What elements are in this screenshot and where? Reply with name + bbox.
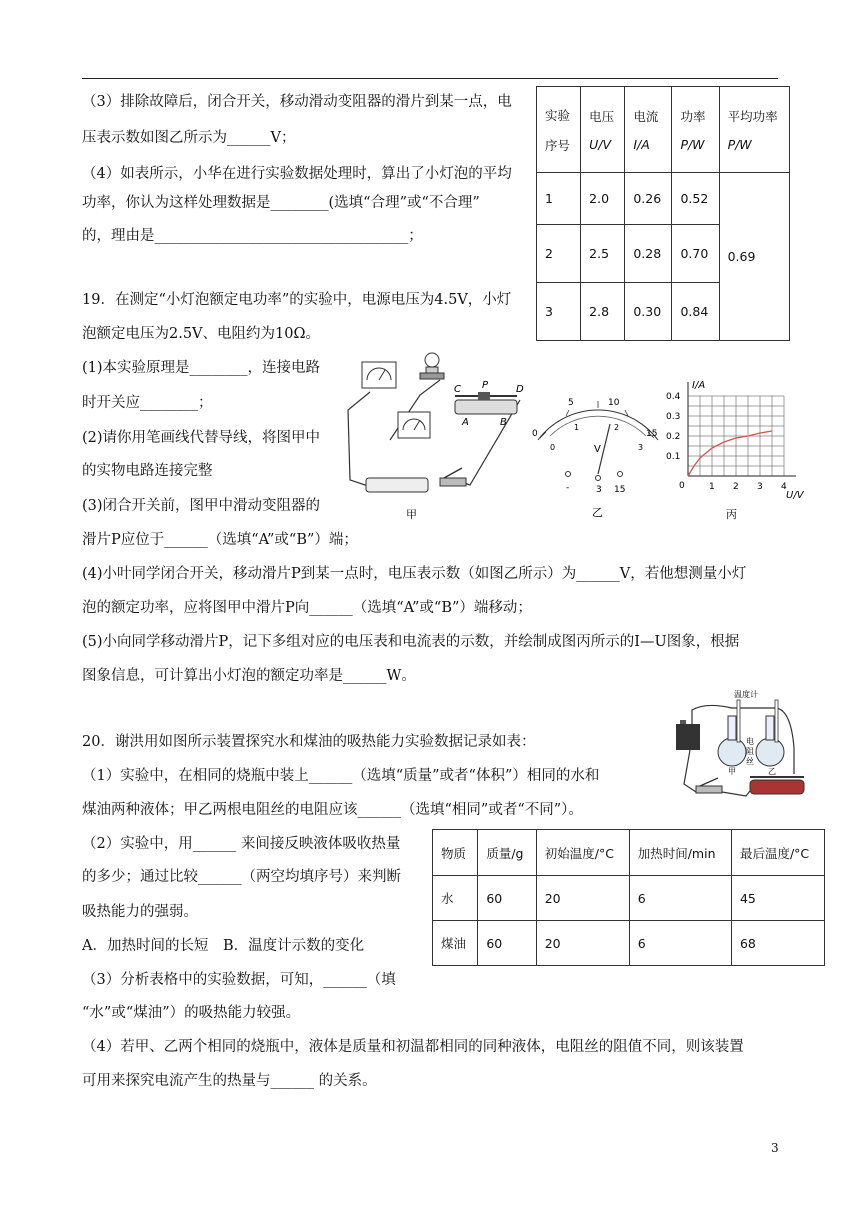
q20-line-11: 可用来探究电流产生的热量与______ 的关系。 [82, 1073, 377, 1089]
q19-line-3: (1)本实验原理是________，连接电路 [82, 360, 321, 376]
q19-line-12: 图象信息，可计算出小灯泡的额定功率是______W。 [82, 668, 416, 684]
q19-figure-jia-circuit [340, 350, 530, 522]
rheostat-label-p: P [482, 380, 489, 391]
q20-line-5: 的多少；通过比较______（两空均填序号）来判断 [82, 869, 401, 885]
y-axis-label: I/A [692, 380, 706, 391]
x-tick-label: 2 [733, 482, 739, 492]
ammeter-icon [362, 362, 396, 388]
table-cell: 2.0 [581, 173, 625, 225]
flask-label-jia: 甲 [728, 767, 736, 776]
q19-figure-bing-iu-chart [664, 372, 804, 522]
x-axis-label: U/V [786, 490, 804, 501]
dial-inner-0: 0 [550, 443, 556, 452]
q19-line-4: 时开关应________； [82, 395, 213, 411]
terminal-15: 15 [614, 485, 626, 495]
dial-tick-5: 5 [568, 398, 574, 408]
bulb-icon [420, 353, 444, 379]
q20-line-10: （4）若甲、乙两个相同的烧瓶中，液体是质量和初温都相同的同种液体，电阻丝的阻值不同，则该装置 [82, 1039, 744, 1055]
q20-line-8: （3）分析表格中的实验数据，可知，______（填 [82, 972, 396, 988]
table-cell: 45 [731, 876, 824, 921]
q18-line-5: 的，理由是___________________________________； [82, 228, 423, 244]
table-header: 加热时间/min [629, 830, 731, 876]
dial-inner-2: 2 [614, 423, 620, 432]
q20-line-2: （1）实验中，在相同的烧瓶中装上______（选填“质量”或者“体积”）相同的水和 [82, 768, 600, 784]
table-header-row [433, 830, 825, 876]
q20-data-table [432, 829, 825, 966]
dial-unit-v: V [594, 444, 601, 455]
q19-line-6: 的实物电路连接完整 [82, 463, 213, 479]
q19-line-1: 19．在测定“小灯泡额定电功率”的实验中，电源电压为4.5V，小灯 [82, 292, 512, 308]
resistor-label-3: 丝 [746, 757, 754, 766]
table-cell: 水 [433, 876, 478, 921]
q18-line-4: 功率，你认为这样处理数据是________(选填“合理”或“不合理” [82, 195, 480, 211]
rheostat-label-d: D [516, 384, 524, 395]
q19-line-5: (2)请你用笔画线代替导线，将图甲中 [82, 430, 321, 446]
thermometer-icon [737, 700, 740, 742]
q18-line-1: （3）排除故障后，闭合开关，移动滑动变阻器的滑片到某一点，电 [82, 94, 512, 110]
table-header: 初始温度/°C [536, 830, 629, 876]
table-cell: 60 [478, 921, 536, 966]
y-tick-label: 0.1 [666, 452, 681, 462]
table-cell: 6 [629, 876, 731, 921]
q18-line-2: 压表示数如图乙所示为______V； [82, 130, 296, 146]
q19-line-10: 泡的额定功率，应将图甲中滑片P向______（选填“A”或“B”）端移动； [82, 600, 532, 616]
table-cell: 2 [537, 225, 581, 283]
flask-jia-icon [718, 716, 746, 766]
x-tick-label: 1 [709, 482, 715, 492]
rheostat-icon [750, 777, 804, 794]
figure-label-jia: 甲 [406, 508, 417, 521]
table-cell: 68 [731, 921, 824, 966]
table-row [433, 876, 825, 921]
dial-tick-10: 10 [608, 398, 620, 408]
table-cell: 0.30 [625, 283, 672, 341]
switch-icon [696, 778, 722, 793]
terminal-minus: - [566, 483, 570, 493]
q18-data-table [536, 86, 790, 341]
terminal-3: 3 [596, 485, 602, 495]
table-cell: 6 [629, 921, 731, 966]
table-header: 最后温度/°C [731, 830, 824, 876]
q18-th-current: 电流 I/A [625, 87, 672, 173]
x-tick-label: 3 [757, 482, 763, 492]
dial-tick-15: 15 [646, 429, 658, 439]
q19-line-7: (3)闭合开关前，图甲中滑动变阻器的 [82, 498, 321, 514]
y-tick-label: 0.3 [666, 412, 681, 422]
y-tick-label: 0.4 [666, 392, 681, 402]
chart-grid [688, 396, 784, 476]
table-header: 质量/g [478, 830, 536, 876]
table-cell: 0.52 [672, 173, 719, 225]
battery-icon [366, 478, 428, 492]
q19-figure-yi-voltmeter [528, 392, 668, 522]
q18-th-power: 功率 P/W [672, 87, 719, 173]
flask-yi-icon [756, 716, 784, 766]
q20-line-6: 吸热能力的强弱。 [82, 904, 198, 920]
q19-line-9: (4)小叶同学闭合开关，移动滑片P到某一点时，电压表示数（如图乙所示）为______V，若他想测量小灯 [82, 566, 747, 582]
q20-line-9: “水”或“煤油”）的吸热能力较强。 [82, 1005, 301, 1021]
q18-th-index: 实验 序号 [537, 87, 581, 173]
dial-inner-3: 3 [638, 443, 644, 452]
dial-tick-0: 0 [532, 429, 538, 439]
switch-icon [440, 468, 466, 486]
header-rule [82, 78, 778, 79]
table-cell: 0.28 [625, 225, 672, 283]
table-cell: 20 [536, 921, 629, 966]
rheostat-label-a: A [462, 417, 469, 428]
flask-label-yi: 乙 [768, 767, 776, 776]
rheostat-label-b: B [500, 417, 507, 428]
q20-apparatus-figure [666, 688, 816, 804]
table-cell: 0.26 [625, 173, 672, 225]
table-cell: 2.5 [581, 225, 625, 283]
y-tick-label: 0.2 [666, 432, 681, 442]
dial-inner-1: 1 [574, 423, 580, 432]
table-cell: 1 [537, 173, 581, 225]
table-cell: 3 [537, 283, 581, 341]
table-row [537, 173, 790, 225]
q19-line-2: 泡额定电压为2.5V、电阻约为10Ω。 [82, 326, 321, 342]
table-cell: 0.70 [672, 225, 719, 283]
q20-line-4: （2）实验中，用______ 来间接反映液体吸收热量 [82, 836, 401, 852]
table-cell: 2.8 [581, 283, 625, 341]
q20-line-1: 20．谢洪用如图所示装置探究水和煤油的吸热能力实验数据记录如表： [82, 734, 536, 750]
battery-icon [676, 724, 700, 750]
figure-label-yi: 乙 [592, 506, 603, 519]
rheostat-label-c: C [454, 384, 461, 395]
q18-th-avg-power: 平均功率 P/W [719, 87, 789, 173]
thermometer-label: 温度计 [734, 690, 758, 699]
q19-line-8: 滑片P应位于______（选填“A”或“B”）端； [82, 532, 358, 548]
table-row [433, 921, 825, 966]
iu-curve [688, 431, 772, 476]
q19-line-11: (5)小向同学移动滑片P，记下多组对应的电压表和电流表的示数，并绘制成图丙所示的I—U图象，根据 [82, 634, 740, 650]
table-cell: 60 [478, 876, 536, 921]
figure-label-bing: 丙 [726, 508, 737, 521]
q20-line-3: 煤油两种液体；甲乙两根电阻丝的电阻应该______（选填“相同”或者“不同”）。 [82, 802, 583, 818]
x-tick-label: 4 [781, 482, 787, 492]
table-cell: 20 [536, 876, 629, 921]
origin-label: 0 [679, 481, 685, 491]
q18-line-3: （4）如表所示，小华在进行实验数据处理时，算出了小灯泡的平均 [82, 166, 512, 182]
page-number: 3 [771, 1141, 779, 1155]
q18-avg-cell: 0.69 [719, 173, 789, 341]
q18-th-voltage: 电压 U/V [581, 87, 625, 173]
voltmeter-icon [398, 412, 430, 438]
resistor-label-2: 阻 [746, 747, 754, 756]
table-cell: 煤油 [433, 921, 478, 966]
table-cell: 0.84 [672, 283, 719, 341]
resistor-label-1: 电 [746, 737, 754, 746]
table-header: 物质 [433, 830, 478, 876]
rheostat-icon [455, 392, 517, 414]
q20-line-7: A．加热时间的长短 B．温度计示数的变化 [82, 938, 365, 954]
